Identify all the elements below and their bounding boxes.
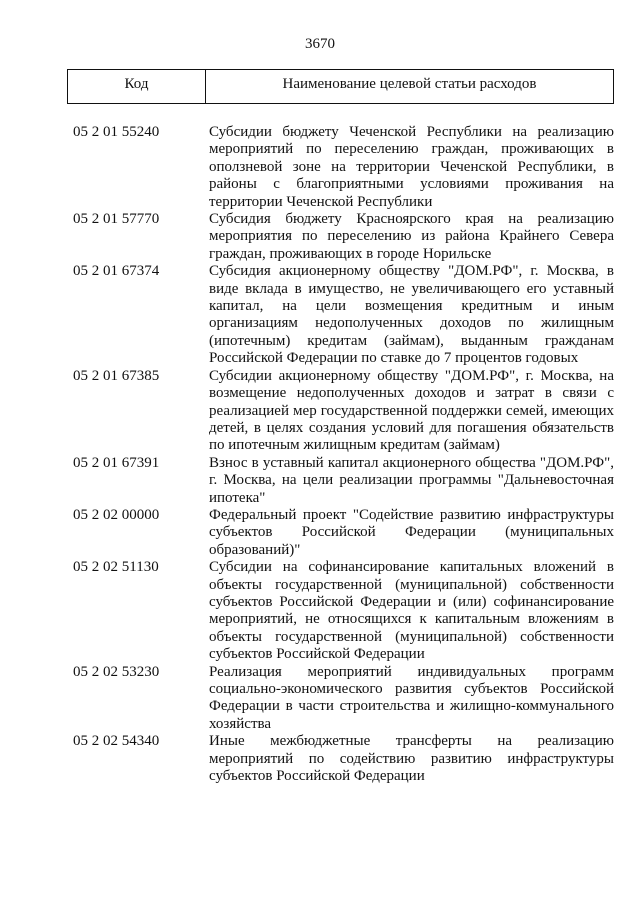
table-row xyxy=(67,733,614,785)
row-description: Субсидии акционерному обществу "ДОМ.РФ", г. Москва, на возмещение недополученных доходов и затрат в связи с реализацией мер государственной поддержки семей, имеющих детей, в целях создания условий для погашения обязательств по ипотечным жилищным кредитам (займам) xyxy=(209,367,614,454)
table-row xyxy=(67,124,614,211)
row-description: Субсидия акционерному обществу "ДОМ.РФ", г. Москва, в виде вклада в имущество, не увеличивающего его уставный капитал, на цели возмещения кредитным и иным организациям недополученных доходов по жилищным (ипотечным) кредитам (займам), выданным гражданам Российской Федерации по ставке до 7 процентов годовых xyxy=(209,263,614,367)
row-description: Иные межбюджетные трансферты на реализацию мероприятий по содействию развитию инфраструктуры субъектов Российской Федерации xyxy=(209,733,614,785)
row-description: Взнос в уставный капитал акционерного общества "ДОМ.РФ", г. Москва, на цели реализации программы "Дальневосточная ипотека" xyxy=(209,454,614,506)
row-description: Субсидии на софинансирование капитальных вложений в объекты государственной (муниципальной) собственности субъектов Российской Федерации и (или) софинансирование мероприятий, не относящихся к капитальным вложениям в объекты государственной (муниципальной) собственности субъектов Российской Федерации xyxy=(209,559,614,663)
table-body xyxy=(67,124,614,785)
column-header-name: Наименование целевой статьи расходов xyxy=(282,76,537,92)
row-code: 05 2 01 55240 xyxy=(73,124,160,140)
row-code: 05 2 02 53230 xyxy=(73,663,160,680)
table-row xyxy=(67,664,614,734)
table-row xyxy=(67,455,614,507)
table-row xyxy=(67,263,614,367)
row-description: Субсидии бюджету Чеченской Республики на реализацию мероприятий по переселению граждан, проживающих в оползневой зоне на территории Чеченской Республики, в районы с благоприятными условиями проживания на территории Чеченской Республики xyxy=(209,124,614,210)
table-row xyxy=(67,368,614,455)
row-description: Реализация мероприятий индивидуальных программ социально-экономического развития субъектов Российской Федерации в части строительства и жилищно-коммунального хозяйства xyxy=(209,663,614,732)
table-row xyxy=(67,211,614,263)
table-row xyxy=(67,507,614,559)
table-row xyxy=(67,559,614,663)
row-description: Федеральный проект "Содействие развитию инфраструктуры субъектов Российской Федерации (муниципальных образований)" xyxy=(209,506,614,558)
row-code: 05 2 02 54340 xyxy=(73,733,160,750)
row-code: 05 2 01 67374 xyxy=(73,263,160,280)
row-code: 05 2 02 51130 xyxy=(73,559,159,576)
row-code: 05 2 02 00000 xyxy=(73,506,160,523)
row-code: 05 2 01 67391 xyxy=(73,454,160,471)
column-header-code: Код xyxy=(68,70,206,103)
table-header xyxy=(67,69,614,104)
row-description: Субсидия бюджету Красноярского края на реализацию мероприятия по переселению из района Крайнего Севера граждан, проживающих в городе Норильске xyxy=(209,211,614,262)
row-code: 05 2 01 57770 xyxy=(73,211,160,228)
page-number: 3670 xyxy=(305,36,335,52)
row-code: 05 2 01 67385 xyxy=(73,367,160,384)
